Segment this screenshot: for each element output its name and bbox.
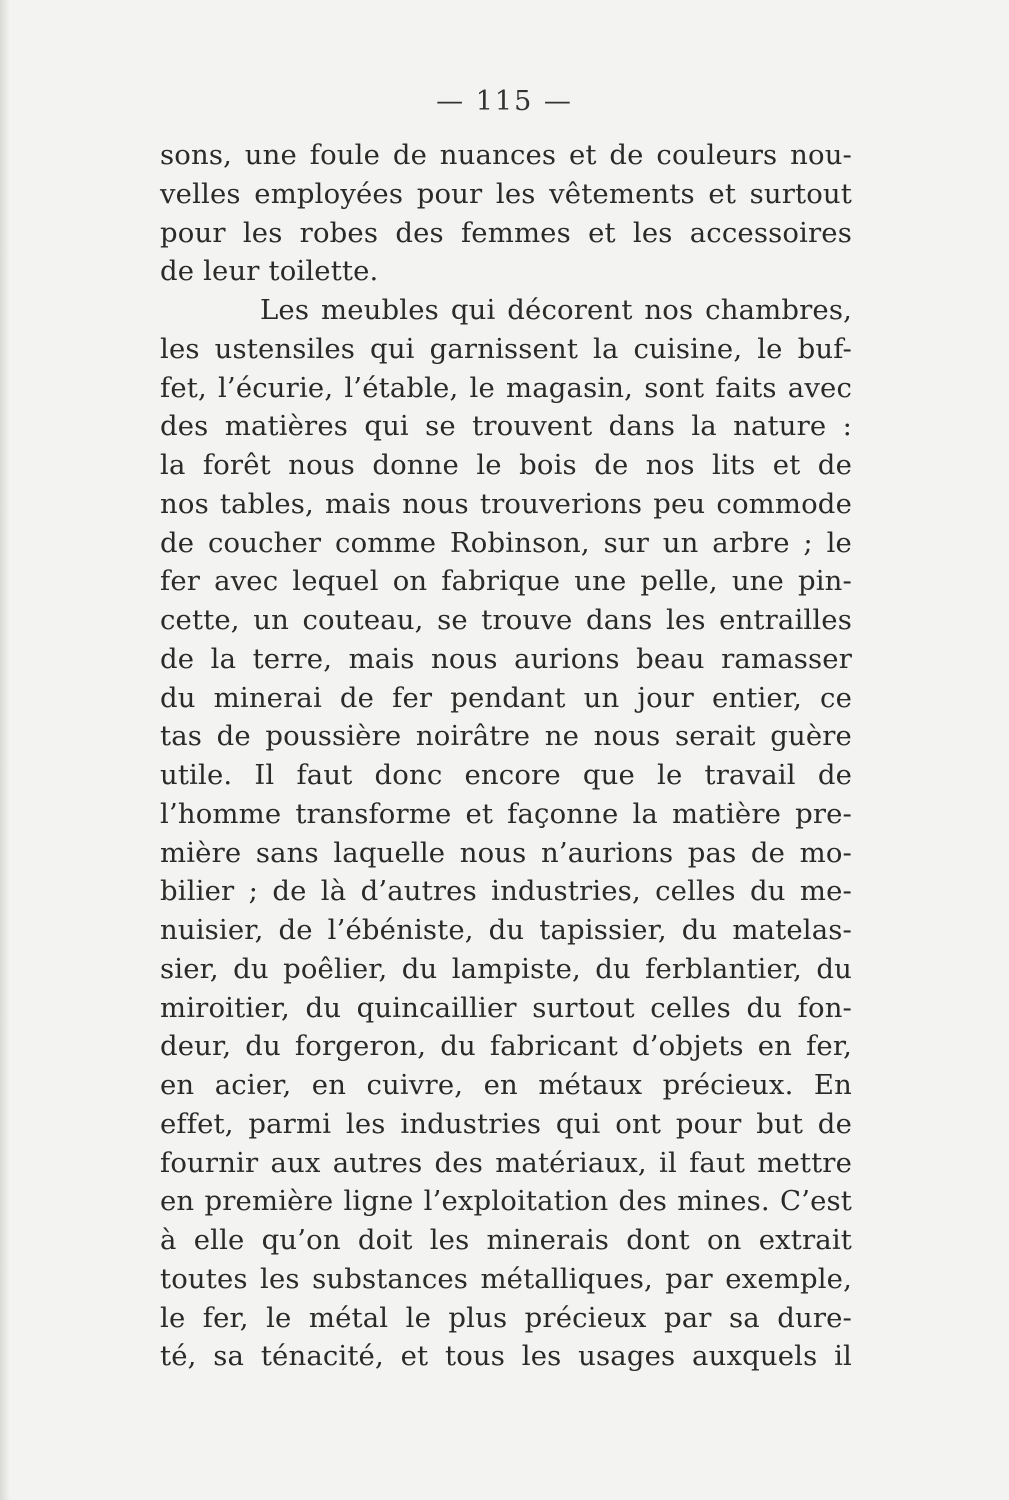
text-line: miroitier, du quincaillier surtout celles du fon-: [160, 991, 852, 1024]
text-line: l’homme transforme et façonne la matière pre-: [160, 797, 852, 830]
text-line: cette, un couteau, se trouve dans les entrailles: [160, 604, 852, 636]
text-line: mière sans laquelle nous n’aurions pas de mo-: [160, 836, 852, 869]
text-line: té, sa ténacité, et tous les usages auxquels il: [160, 1340, 852, 1373]
text-line: du minerai de fer pendant un jour entier, ce: [160, 681, 852, 714]
text-line: fet, l’écurie, l’étable, le magasin, sont faits avec: [160, 371, 852, 404]
text-line: de la terre, mais nous aurions beau ramasser: [160, 642, 852, 675]
text-line: de leur toilette.: [160, 255, 379, 288]
text-line: deur, du forgeron, du fabricant d’objets en fer,: [160, 1030, 852, 1063]
text-line: nuisier, de l’ébéniste, du tapissier, du matelas-: [160, 914, 852, 946]
text-line: à elle qu’on doit les minerais dont on extrait: [160, 1224, 852, 1256]
text-line: bilier ; de là d’autres industries, celles du me-: [160, 875, 852, 908]
text-line: de coucher comme Robinson, sur un arbre ; le: [160, 526, 852, 559]
text-line: fer avec lequel on fabrique une pelle, une pin-: [160, 565, 852, 598]
text-line: sons, une foule de nuances et de couleurs nou-: [160, 139, 852, 171]
text-line: sier, du poêlier, du lampiste, du ferblantier, du: [160, 952, 852, 985]
text-line: en acier, en cuivre, en métaux précieux. En: [160, 1069, 852, 1101]
text-line: nos tables, mais nous trouverions peu commode: [160, 487, 852, 520]
text-line: des matières qui se trouvent dans la nature :: [160, 410, 852, 443]
spine-shadow: [0, 0, 10, 1500]
text-line: tas de poussière noirâtre ne nous serait guère: [160, 720, 852, 753]
text-line: les ustensiles qui garnissent la cuisine, le buf-: [160, 332, 852, 365]
text-line: la forêt nous donne le bois de nos lits et de: [160, 449, 852, 481]
text-line: utile. Il faut donc encore que le travail de: [160, 759, 852, 791]
text-line: effet, parmi les industries qui ont pour but de: [160, 1107, 852, 1140]
body-text: [160, 136, 852, 1376]
text-line: pour les robes des femmes et les accessoires: [160, 216, 852, 249]
page-number: — 115 —: [436, 86, 573, 117]
text-line: velles employées pour les vêtements et surtout: [160, 177, 852, 210]
text-line-paragraph-start: Les meubles qui décorent nos chambres,: [260, 294, 852, 326]
text-line: fournir aux autres des matériaux, il faut mettre: [160, 1146, 852, 1179]
text-line: le fer, le métal le plus précieux par sa dure-: [160, 1301, 852, 1334]
text-line: en première ligne l’exploitation des mines. C’est: [160, 1185, 852, 1218]
text-line: toutes les substances métalliques, par exemple,: [160, 1262, 852, 1295]
